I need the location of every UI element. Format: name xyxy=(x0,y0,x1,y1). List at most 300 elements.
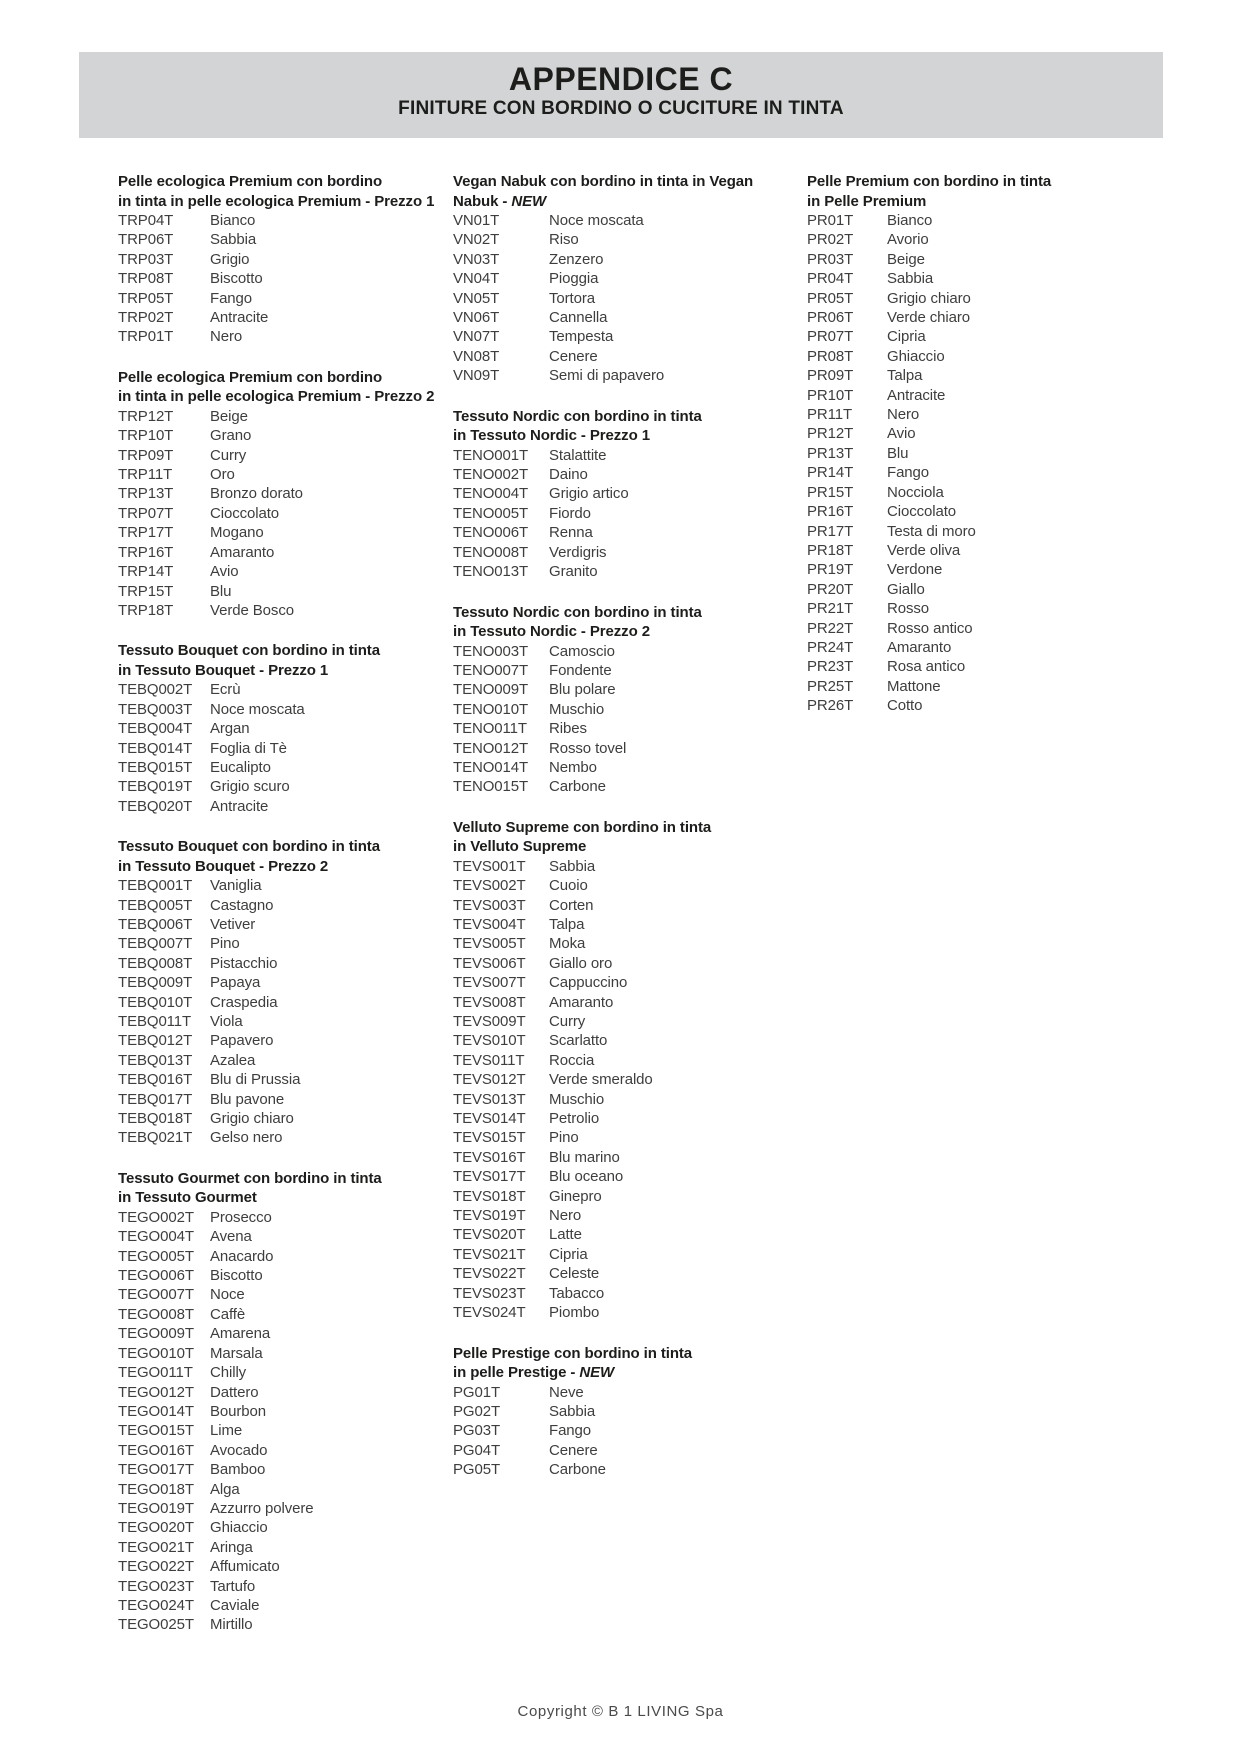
finish-row xyxy=(118,211,438,230)
section-title xyxy=(807,172,1137,211)
finish-row xyxy=(118,1615,438,1634)
finish-color-name: Tabacco xyxy=(549,1284,605,1302)
finish-code: TRP11T xyxy=(118,466,173,484)
finish-color-name: Rosso tovel xyxy=(549,739,627,757)
finish-color-name: Tempesta xyxy=(549,328,614,346)
finish-row xyxy=(453,1402,783,1421)
finish-row xyxy=(453,1284,783,1303)
finish-row xyxy=(807,327,1137,346)
finish-code: TEBQ021T xyxy=(118,1129,193,1147)
finish-code: TEBQ006T xyxy=(118,915,193,933)
finish-code: TEGO012T xyxy=(118,1383,194,1401)
finish-row xyxy=(807,347,1137,366)
finish-row xyxy=(118,426,438,445)
finish-color-name: Amarena xyxy=(210,1325,271,1343)
finish-code: PR01T xyxy=(807,212,854,229)
finish-color-name: Avio xyxy=(210,563,239,581)
finish-code: TEGO019T xyxy=(118,1499,194,1517)
section-title-line: Tessuto Bouquet con bordino in tinta xyxy=(118,838,380,856)
finish-row xyxy=(118,1383,438,1402)
finish-row xyxy=(118,1460,438,1479)
finish-color-name: Nero xyxy=(210,328,243,346)
finish-row xyxy=(453,934,783,953)
finish-code: PR22T xyxy=(807,619,854,637)
finish-code: TRP04T xyxy=(118,212,174,229)
finish-row xyxy=(118,1344,438,1363)
finish-color-name: Verde Bosco xyxy=(210,601,294,619)
finish-code: PR10T xyxy=(807,386,854,404)
section-title-line: Vegan Nabuk con bordino in tinta in Vegan xyxy=(453,173,754,190)
finish-code: TENO013T xyxy=(453,563,529,581)
finish-row xyxy=(118,601,438,620)
finish-row xyxy=(453,1441,783,1460)
finish-color-name: Grigio chiaro xyxy=(210,1110,294,1128)
finish-row xyxy=(453,973,783,992)
finish-code: TENO007T xyxy=(453,661,529,679)
finish-color-name: Fango xyxy=(887,464,930,482)
finish-color-name: Biscotto xyxy=(210,270,263,288)
finish-code: TEVS001T xyxy=(453,857,526,875)
finish-code: TEBQ008T xyxy=(118,954,193,972)
finish-row xyxy=(118,758,438,777)
finish-code: TEVS023T xyxy=(453,1284,526,1302)
finish-row xyxy=(453,250,783,269)
finish-color-name: Verdigris xyxy=(549,543,607,561)
finish-code: TRP17T xyxy=(118,524,174,542)
finish-code: PG05T xyxy=(453,1461,501,1479)
finish-row xyxy=(118,896,438,915)
finish-color-name: Fango xyxy=(210,289,253,307)
finish-code: VN07T xyxy=(453,328,500,346)
finish-row xyxy=(807,405,1137,424)
finish-code: TEBQ011T xyxy=(118,1013,192,1030)
finish-color-name: Grigio scuro xyxy=(210,778,290,796)
finish-code: TEGO002T xyxy=(118,1208,194,1226)
finish-code: TEVS016T xyxy=(453,1148,526,1166)
finish-color-name: Aringa xyxy=(210,1538,253,1556)
finish-color-name: Celeste xyxy=(549,1265,600,1283)
finish-color-name: Prosecco xyxy=(210,1208,272,1226)
finish-code: TEVS012T xyxy=(453,1071,526,1089)
finish-code: PR02T xyxy=(807,231,854,249)
finish-code: TEBQ009T xyxy=(118,974,193,992)
finish-color-name: Affumicato xyxy=(210,1558,280,1576)
finish-row xyxy=(453,543,783,562)
finish-code: TEGO004T xyxy=(118,1228,194,1246)
finish-row xyxy=(453,1206,783,1225)
finish-row xyxy=(453,1460,783,1479)
finish-color-name: Rosso xyxy=(887,600,930,618)
finish-color-name: Testa di moro xyxy=(887,522,976,540)
finish-code: TRP03T xyxy=(118,250,174,268)
finish-color-name: Tortora xyxy=(549,289,595,307)
finish-row xyxy=(118,1577,438,1596)
finish-color-name: Ghiaccio xyxy=(210,1519,268,1537)
finish-row xyxy=(118,1402,438,1421)
finish-code: TEVS020T xyxy=(453,1226,526,1244)
finish-color-name: Tartufo xyxy=(210,1577,256,1595)
finish-code: TRP12T xyxy=(118,407,174,425)
finish-color-name: Eucalipto xyxy=(210,758,271,776)
finish-code: PR07T xyxy=(807,328,854,346)
section-title-line: Tessuto Bouquet con bordino in tinta xyxy=(118,642,380,660)
finish-row xyxy=(453,1051,783,1070)
finish-color-name: Moka xyxy=(549,935,586,953)
finish-row xyxy=(453,366,783,385)
finish-row xyxy=(453,719,783,738)
finish-code: PR17T xyxy=(807,522,854,540)
finish-color-name: Blu di Prussia xyxy=(210,1071,301,1089)
finish-color-name: Renna xyxy=(549,524,593,542)
finish-row xyxy=(118,308,438,327)
finish-row xyxy=(118,1247,438,1266)
finish-row xyxy=(453,993,783,1012)
finish-code: TENO008T xyxy=(453,543,529,561)
finish-color-name: Antracite xyxy=(887,386,946,404)
finish-color-name: Mattone xyxy=(887,677,941,695)
finish-code: TRP16T xyxy=(118,543,174,561)
finish-row xyxy=(118,543,438,562)
finish-color-name: Verde oliva xyxy=(887,541,961,559)
finish-code: TRP01T xyxy=(118,328,174,346)
finish-color-name: Nero xyxy=(887,406,920,424)
finish-code: TEBQ007T xyxy=(118,935,193,953)
finish-row xyxy=(453,484,783,503)
column-3 xyxy=(807,172,1137,737)
finish-row xyxy=(807,386,1137,405)
finish-color-name: Blu oceano xyxy=(549,1168,624,1186)
finish-color-name: Ghiaccio xyxy=(887,347,945,365)
section-title-line: Velluto Supreme con bordino in tinta xyxy=(453,818,712,836)
finish-code: TRP05T xyxy=(118,289,174,307)
finish-color-name: Talpa xyxy=(887,367,923,385)
finish-row xyxy=(118,1480,438,1499)
finish-code: TEGO015T xyxy=(118,1422,194,1440)
finish-code: TEGO020T xyxy=(118,1519,194,1537)
finish-color-name: Carbone xyxy=(549,778,606,796)
finish-color-name: Verdone xyxy=(887,561,943,579)
finish-code: TEVS009T xyxy=(453,1013,526,1030)
finish-color-name: Amaranto xyxy=(549,993,614,1011)
finish-section xyxy=(453,1344,783,1480)
finish-color-name: Blu xyxy=(210,582,232,600)
finish-color-name: Sabbia xyxy=(887,270,934,288)
finish-row xyxy=(118,1070,438,1089)
finish-color-name: Cipria xyxy=(887,328,926,346)
finish-code: TENO001T xyxy=(453,446,529,464)
finish-code: TENO006T xyxy=(453,524,529,542)
finish-color-name: Cappuccino xyxy=(549,974,628,992)
finish-color-name: Latte xyxy=(549,1226,582,1244)
finish-color-name: Pino xyxy=(210,935,240,953)
finish-row xyxy=(118,269,438,288)
finish-color-name: Curry xyxy=(210,446,247,464)
finish-section xyxy=(118,641,438,816)
finish-color-name: Cenere xyxy=(549,1441,598,1459)
finish-row xyxy=(118,1421,438,1440)
finish-row xyxy=(807,463,1137,482)
finish-row xyxy=(118,1596,438,1615)
finish-color-name: Cuoio xyxy=(549,877,588,895)
finish-code: VN09T xyxy=(453,367,500,385)
finish-row xyxy=(118,700,438,719)
finish-color-name: Cioccolato xyxy=(210,504,280,522)
finish-row xyxy=(453,642,783,661)
finish-code: TEBQ003T xyxy=(118,700,193,718)
finish-row xyxy=(118,1441,438,1460)
finish-code: TEBQ017T xyxy=(118,1090,193,1108)
finish-color-name: Nocciola xyxy=(887,483,944,501)
finish-row xyxy=(118,680,438,699)
finish-code: PR23T xyxy=(807,658,854,676)
finish-code: PR21T xyxy=(807,600,854,618)
finish-color-name: Blu marino xyxy=(549,1148,620,1166)
section-title-line: Tessuto Gourmet con bordino in tinta xyxy=(118,1169,382,1187)
finish-color-name: Avio xyxy=(887,425,916,443)
finish-color-name: Blu pavone xyxy=(210,1090,285,1108)
finish-row xyxy=(453,327,783,346)
finish-row xyxy=(118,1128,438,1147)
finish-color-name: Antracite xyxy=(210,797,269,815)
finish-row xyxy=(453,876,783,895)
finish-code: TEBQ020T xyxy=(118,797,193,815)
finish-color-name: Grigio xyxy=(210,250,250,268)
finish-color-name: Grigio artico xyxy=(549,485,629,503)
finish-color-name: Marsala xyxy=(210,1344,263,1362)
section-title-line: in Tessuto Nordic - Prezzo 1 xyxy=(453,427,650,445)
finish-row xyxy=(453,347,783,366)
finish-color-name: Rosa antico xyxy=(887,658,966,676)
finish-code: TEGO018T xyxy=(118,1480,194,1498)
finish-color-name: Lime xyxy=(210,1422,243,1440)
finish-row xyxy=(453,211,783,230)
finish-row xyxy=(453,308,783,327)
section-title-line: in Tessuto Nordic - Prezzo 2 xyxy=(453,623,650,640)
finish-row xyxy=(807,580,1137,599)
finish-color-name: Semi di papavero xyxy=(549,367,665,385)
finish-color-name: Nero xyxy=(549,1207,582,1225)
finish-row xyxy=(118,1363,438,1382)
finish-section xyxy=(118,1169,438,1635)
finish-row xyxy=(118,327,438,346)
section-title-line: in Velluto Supreme xyxy=(453,838,587,856)
finish-code: TEGO017T xyxy=(118,1461,194,1479)
finish-row xyxy=(118,1031,438,1050)
finish-code: TEVS019T xyxy=(453,1207,526,1225)
finish-color-name: Piombo xyxy=(549,1304,600,1322)
finish-code: TRP09T xyxy=(118,446,174,464)
finish-code: TRP06T xyxy=(118,231,174,249)
finish-color-name: Daino xyxy=(549,466,588,484)
finish-row xyxy=(807,619,1137,638)
finish-row xyxy=(807,483,1137,502)
finish-color-name: Sabbia xyxy=(549,1402,596,1420)
finish-color-name: Giallo xyxy=(887,580,925,598)
finish-color-name: Muschio xyxy=(549,1090,605,1108)
finish-color-name: Cenere xyxy=(549,347,598,365)
finish-row xyxy=(807,308,1137,327)
finish-row xyxy=(118,484,438,503)
finish-row xyxy=(118,523,438,542)
finish-row xyxy=(807,424,1137,443)
finish-row xyxy=(118,954,438,973)
finish-color-name: Noce xyxy=(210,1286,245,1304)
finish-row xyxy=(453,1090,783,1109)
finish-color-name: Amaranto xyxy=(210,543,275,561)
finish-code: TEBQ002T xyxy=(118,681,193,699)
finish-code: TEBQ010T xyxy=(118,993,193,1011)
finish-color-name: Pino xyxy=(549,1129,579,1147)
finish-color-name: Ecrù xyxy=(210,681,241,699)
finish-row xyxy=(118,1285,438,1304)
finish-code: TEBQ018T xyxy=(118,1110,193,1128)
finish-code: TEGO024T xyxy=(118,1596,194,1614)
finish-code: VN04T xyxy=(453,270,500,288)
finish-color-name: Caffè xyxy=(210,1305,246,1323)
finish-row xyxy=(118,719,438,738)
finish-code: TENO012T xyxy=(453,739,529,757)
finish-row xyxy=(807,638,1137,657)
finish-color-name: Blu polare xyxy=(549,681,616,699)
finish-code: TRP02T xyxy=(118,309,174,327)
finish-color-name: Bronzo dorato xyxy=(210,485,303,503)
finish-row xyxy=(807,230,1137,249)
finish-code: TEVS005T xyxy=(453,935,526,953)
finish-color-name: Cioccolato xyxy=(887,503,957,521)
finish-code: TEBQ016T xyxy=(118,1071,193,1089)
finish-code: TRP13T xyxy=(118,485,174,503)
finish-code: PR25T xyxy=(807,677,854,695)
finish-code: TENO004T xyxy=(453,485,529,503)
finish-row xyxy=(807,444,1137,463)
finish-color-name: Cotto xyxy=(887,697,923,715)
finish-color-name: Beige xyxy=(887,250,925,268)
finish-color-name: Stalattite xyxy=(549,446,607,464)
finish-section xyxy=(118,368,438,620)
finish-code: TEVS021T xyxy=(453,1245,526,1263)
finish-row xyxy=(118,407,438,426)
finish-code: VN02T xyxy=(453,231,500,249)
finish-color-name: Ribes xyxy=(549,720,587,738)
finish-code: TEGO023T xyxy=(118,1577,194,1595)
finish-row xyxy=(118,1305,438,1324)
finish-row xyxy=(453,1167,783,1186)
finish-color-name: Avocado xyxy=(210,1441,268,1459)
finish-color-name: Rosso antico xyxy=(887,619,973,637)
finish-code: VN08T xyxy=(453,347,500,365)
finish-color-name: Noce moscata xyxy=(549,212,644,229)
finish-code: TENO014T xyxy=(453,758,529,776)
finish-color-name: Blu xyxy=(887,444,909,462)
finish-code: TEVS008T xyxy=(453,993,526,1011)
finish-code: TEGO006T xyxy=(118,1267,194,1285)
finish-code: PG03T xyxy=(453,1422,501,1440)
section-title xyxy=(118,368,438,407)
finish-code: TEVS015T xyxy=(453,1129,526,1147)
finish-color-name: Pistacchio xyxy=(210,954,278,972)
finish-color-name: Verde chiaro xyxy=(887,309,971,327)
finish-code: TRP08T xyxy=(118,270,174,288)
finish-code: TEGO011T xyxy=(118,1364,193,1382)
section-title-line: Pelle Premium con bordino in tinta xyxy=(807,173,1052,190)
finish-row xyxy=(118,934,438,953)
finish-row xyxy=(118,250,438,269)
finish-section xyxy=(118,172,438,347)
finish-row xyxy=(453,739,783,758)
finish-row xyxy=(807,677,1137,696)
finish-section xyxy=(807,172,1137,716)
page-title: APPENDICE C xyxy=(508,61,734,97)
finish-row xyxy=(118,1090,438,1109)
finish-row xyxy=(118,1557,438,1576)
finish-color-name: Mogano xyxy=(210,524,264,542)
finish-color-name: Foglia di Tè xyxy=(210,739,287,757)
finish-row xyxy=(453,446,783,465)
finish-code: TEBQ004T xyxy=(118,720,193,738)
finish-code: VN05T xyxy=(453,289,500,307)
finish-code: PR26T xyxy=(807,697,854,715)
section-title xyxy=(453,172,783,211)
finish-color-name: Bamboo xyxy=(210,1461,266,1479)
finish-row xyxy=(118,1051,438,1070)
finish-row xyxy=(453,504,783,523)
copyright-footer: Copyright © B 1 LIVING Spa xyxy=(517,1703,724,1720)
finish-code: PR16T xyxy=(807,503,854,521)
finish-row xyxy=(118,876,438,895)
finish-code: TEVS010T xyxy=(453,1032,526,1050)
finish-color-name: Fiordo xyxy=(549,504,591,522)
finish-color-name: Giallo oro xyxy=(549,954,613,972)
finish-row xyxy=(118,777,438,796)
finish-code: TEGO021T xyxy=(118,1538,194,1556)
section-title xyxy=(118,837,438,876)
finish-code: PR04T xyxy=(807,270,854,288)
finish-row xyxy=(118,1109,438,1128)
finish-row xyxy=(118,1012,438,1031)
finish-code: TEVS004T xyxy=(453,915,526,933)
finish-code: TEVS003T xyxy=(453,896,526,914)
finish-row xyxy=(118,915,438,934)
finish-color-name: Grano xyxy=(210,427,252,445)
finish-code: TEGO025T xyxy=(118,1616,194,1634)
finish-row xyxy=(807,502,1137,521)
finish-row xyxy=(118,1324,438,1343)
finish-color-name: Bourbon xyxy=(210,1402,267,1420)
finish-color-name: Ginepro xyxy=(549,1187,602,1205)
finish-color-name: Beige xyxy=(210,407,248,425)
finish-row xyxy=(118,582,438,601)
finish-color-name: Bianco xyxy=(210,212,256,229)
finish-code: TEVS013T xyxy=(453,1090,526,1108)
finish-code: PR06T xyxy=(807,309,854,327)
finish-row xyxy=(453,1148,783,1167)
finish-row xyxy=(453,1383,783,1402)
finish-row xyxy=(118,1266,438,1285)
finish-row xyxy=(118,973,438,992)
finish-code: PR05T xyxy=(807,289,854,307)
finish-code: TEGO005T xyxy=(118,1247,194,1265)
finish-color-name: Riso xyxy=(549,231,579,249)
finish-code: PR19T xyxy=(807,561,854,579)
finish-code: TEGO022T xyxy=(118,1558,194,1576)
finish-color-name: Bianco xyxy=(887,212,933,229)
finish-color-name: Fango xyxy=(549,1422,592,1440)
finish-row xyxy=(807,657,1137,676)
finish-row xyxy=(453,1187,783,1206)
finish-code: PR09T xyxy=(807,367,854,385)
section-title-line: in tinta in pelle ecologica Premium - Prezzo 2 xyxy=(118,388,435,406)
finish-code: TENO015T xyxy=(453,778,529,796)
